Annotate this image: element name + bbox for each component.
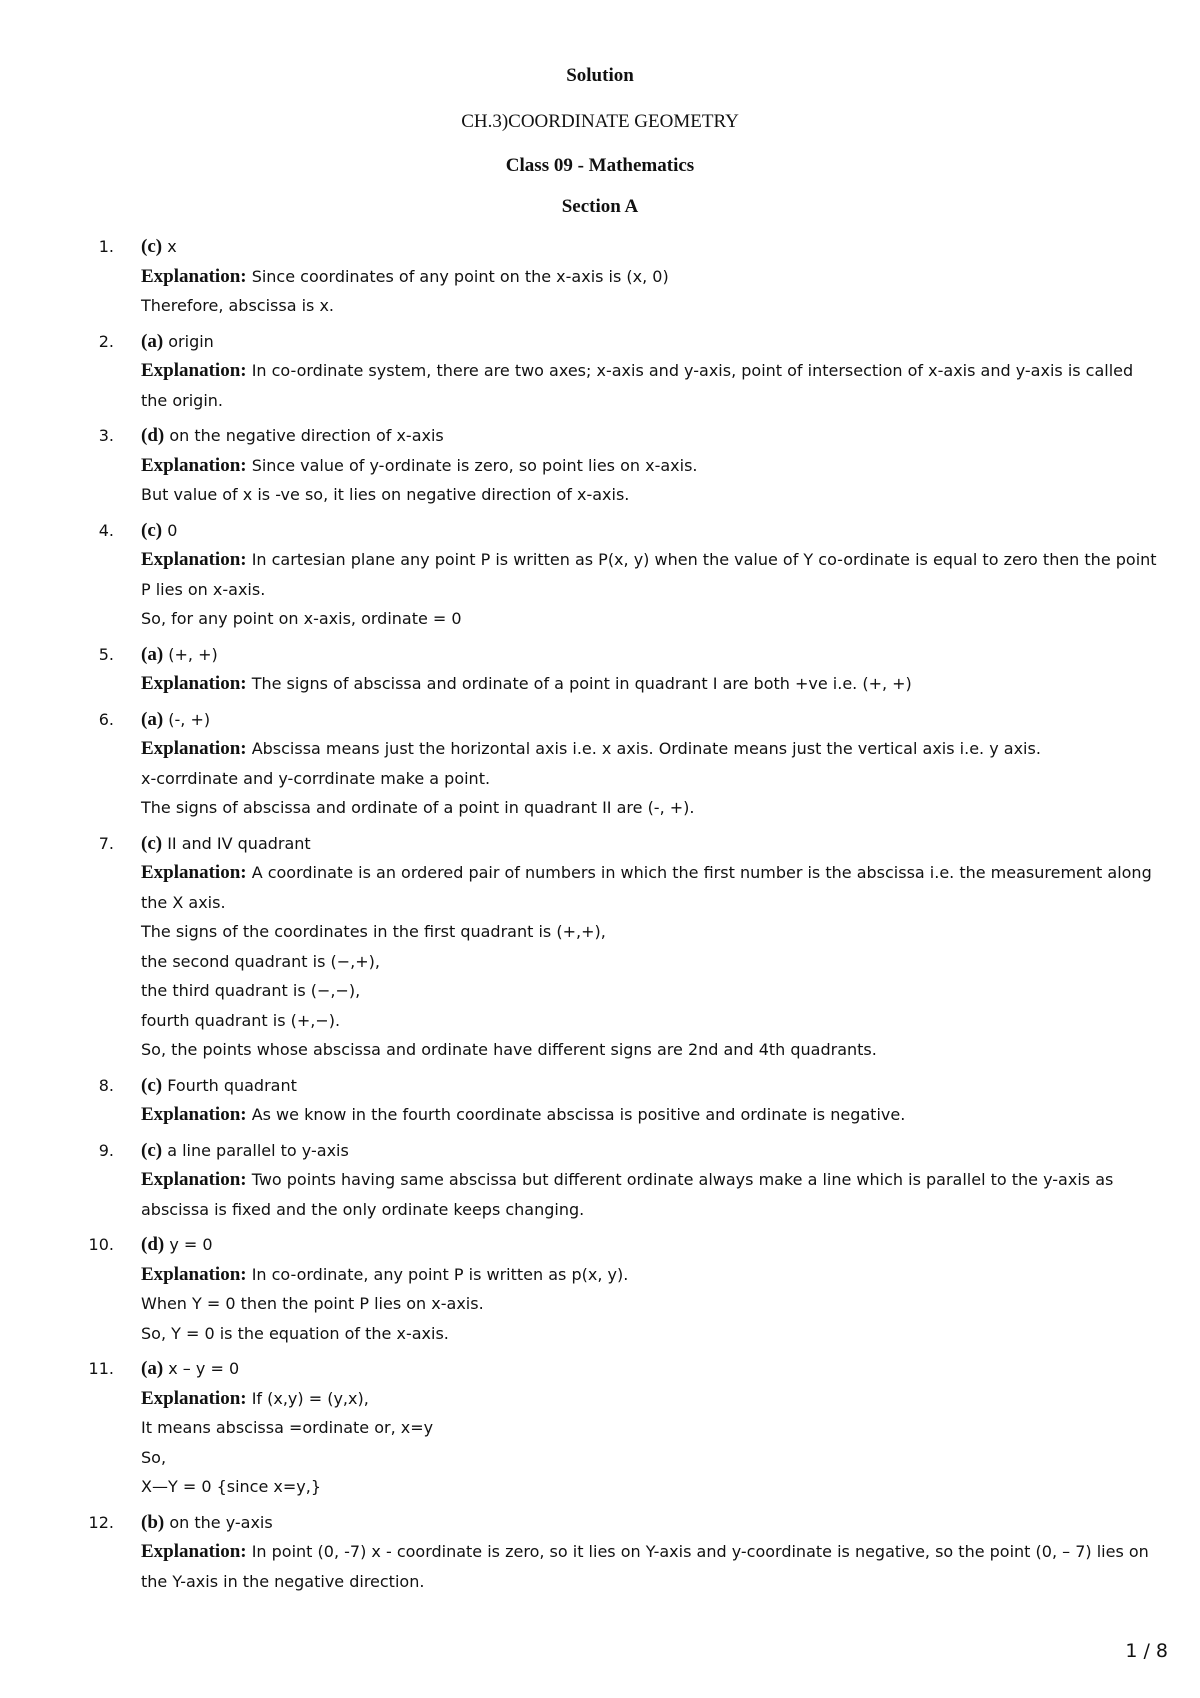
solution-item xyxy=(0,705,1200,823)
answer-text: y = 0 xyxy=(169,1235,213,1254)
explanation-label: Explanation: xyxy=(141,454,247,476)
explanation-text: the origin. xyxy=(141,390,223,410)
explanation-label: Explanation: xyxy=(141,673,247,694)
explanation-line xyxy=(141,604,1141,634)
explanation-text: It means abscissa =ordinate or, x=y xyxy=(141,1418,434,1437)
explanation-line xyxy=(141,1319,1141,1349)
explanation-line xyxy=(141,976,1141,1006)
explanation-label: Explanation: xyxy=(141,265,247,287)
explanation-text: The signs of abscissa and ordinate of a point in quadrant I are both +ve i.e. (+, +) xyxy=(251,674,912,693)
explanation-line xyxy=(141,1384,1141,1414)
answer-line xyxy=(141,421,1141,451)
answer-text: origin xyxy=(168,331,214,351)
explanation-label: Explanation: xyxy=(141,862,247,883)
explanation-line xyxy=(141,480,1141,510)
explanation-line xyxy=(141,888,1141,918)
answer-text: Fourth quadrant xyxy=(167,1075,297,1095)
explanation-line xyxy=(141,1100,1141,1130)
explanation-text: In cartesian plane any point P is written as P(x, y) when the value of Y co-ordinate is equal to zero then the point xyxy=(251,550,1157,569)
solution-item xyxy=(0,421,1200,510)
explanation-line xyxy=(141,1195,1141,1225)
explanation-line xyxy=(141,262,1141,292)
solution-item xyxy=(0,640,1200,699)
explanation-label: Explanation: xyxy=(141,549,247,570)
explanation-line xyxy=(141,669,1141,699)
answer-line xyxy=(141,1230,1141,1260)
answer-option: (c) xyxy=(141,1074,163,1096)
solution-item xyxy=(0,1508,1200,1597)
answer-line xyxy=(141,640,1141,670)
solution-item xyxy=(0,327,1200,416)
answer-text: 0 xyxy=(167,520,178,540)
solution-item xyxy=(0,1230,1200,1348)
explanation-text: the third quadrant is (−,−), xyxy=(141,981,361,1000)
question-number: 1. xyxy=(98,237,114,256)
solution-item xyxy=(0,1071,1200,1130)
question-number: 10. xyxy=(88,1235,114,1254)
explanation-line xyxy=(141,451,1141,481)
solution-body xyxy=(141,1071,1141,1130)
explanation-text: In co-ordinate system, there are two axes; x-axis and y-axis, point of intersection of x-axis and y-axis is called xyxy=(251,361,1134,380)
answer-option: (c) xyxy=(141,519,163,541)
question-number: 7. xyxy=(98,833,114,853)
explanation-line xyxy=(141,1035,1141,1065)
question-number: 5. xyxy=(98,644,114,664)
explanation-text: So, xyxy=(141,1447,167,1467)
solution-body xyxy=(141,1230,1141,1348)
explanation-label: Explanation: xyxy=(141,1263,247,1285)
explanation-line xyxy=(141,1567,1141,1597)
explanation-line xyxy=(141,764,1141,794)
explanation-label: Explanation: xyxy=(141,1169,247,1190)
explanation-text: So, Y = 0 is the equation of the x-axis. xyxy=(141,1323,449,1343)
explanation-line xyxy=(141,1289,1141,1319)
explanation-line xyxy=(141,545,1157,575)
explanation-line xyxy=(141,858,1152,888)
answer-option: (a) xyxy=(141,708,164,730)
solution-item xyxy=(0,1136,1200,1225)
answer-option: (c) xyxy=(141,1139,163,1161)
explanation-line xyxy=(141,291,1141,321)
solution-body xyxy=(141,1508,1149,1597)
chapter-title: CH.3)COORDINATE GEOMETRY xyxy=(461,111,739,132)
question-number: 12. xyxy=(88,1512,114,1532)
explanation-line xyxy=(141,1260,1141,1290)
explanation-line xyxy=(141,1165,1141,1195)
answer-line xyxy=(141,232,1141,262)
answer-option: (a) xyxy=(141,643,164,665)
explanation-label: Explanation: xyxy=(141,1541,247,1562)
answer-option: (a) xyxy=(141,330,164,352)
explanation-label: Explanation: xyxy=(141,1387,247,1409)
solution-body xyxy=(141,640,1141,699)
explanation-line xyxy=(141,1443,1141,1473)
explanation-line xyxy=(141,1472,1141,1502)
explanation-label: Explanation: xyxy=(141,360,247,381)
explanation-text: the X axis. xyxy=(141,892,226,912)
answer-option: (b) xyxy=(141,1511,165,1533)
explanation-text: fourth quadrant is (+,−). xyxy=(141,1010,341,1030)
answer-text: x – y = 0 xyxy=(168,1359,240,1378)
question-number: 3. xyxy=(98,426,114,445)
explanation-line xyxy=(141,356,1141,386)
answer-text: x xyxy=(167,237,177,256)
explanation-line xyxy=(141,917,1141,947)
solution-body xyxy=(141,232,1141,321)
page-number: 1 / 8 xyxy=(1125,1640,1168,1662)
answer-line xyxy=(141,829,1141,859)
solution-body xyxy=(141,1136,1141,1225)
answer-option: (c) xyxy=(141,832,163,854)
solution-body xyxy=(141,421,1141,510)
explanation-text: Abscissa means just the horizontal axis i.e. x axis. Ordinate means just the vertical axis i.e. y axis. xyxy=(251,739,1041,758)
explanation-line xyxy=(141,1006,1141,1036)
explanation-text: So, for any point on x-axis, ordinate = 0 xyxy=(141,609,462,628)
explanation-line xyxy=(141,1537,1149,1567)
solutions-list xyxy=(0,232,1200,1602)
answer-line xyxy=(141,705,1141,735)
solution-body xyxy=(141,327,1141,416)
document-title: Solution xyxy=(566,65,634,86)
solution-body xyxy=(141,829,1152,1065)
explanation-text: X—Y = 0 {since x=y,} xyxy=(141,1477,322,1496)
explanation-text: P lies on x-axis. xyxy=(141,579,266,599)
answer-text: on the negative direction of x-axis xyxy=(169,426,444,445)
explanation-text: The signs of abscissa and ordinate of a point in quadrant II are (-, +). xyxy=(141,798,695,817)
solution-body xyxy=(141,705,1141,823)
explanation-text: When Y = 0 then the point P lies on x-axis. xyxy=(141,1294,484,1313)
answer-text: (+, +) xyxy=(168,644,218,664)
explanation-line xyxy=(141,386,1141,416)
answer-text: (-, +) xyxy=(168,709,211,729)
explanation-text: the Y-axis in the negative direction. xyxy=(141,1571,425,1591)
answer-option: (d) xyxy=(141,1234,165,1255)
solution-item xyxy=(0,516,1200,634)
explanation-text: abscissa is fixed and the only ordinate keeps changing. xyxy=(141,1199,585,1219)
explanation-text: A coordinate is an ordered pair of numbers in which the first number is the abscissa i.e. the measurement along xyxy=(251,863,1152,882)
explanation-text: So, the points whose abscissa and ordinate have different signs are 2nd and 4th quadrants. xyxy=(141,1040,877,1059)
explanation-label: Explanation: xyxy=(141,738,247,759)
answer-text: on the y-axis xyxy=(169,1512,273,1532)
question-number: 4. xyxy=(98,520,114,540)
explanation-text: In point (0, -7) x - coordinate is zero, so it lies on Y-axis and y-coordinate is negative, so the point (0, – 7) lies on xyxy=(251,1542,1149,1561)
explanation-line xyxy=(141,575,1141,605)
explanation-label: Explanation: xyxy=(141,1104,247,1125)
answer-line xyxy=(141,1508,1141,1538)
question-number: 2. xyxy=(98,331,114,351)
explanation-text: The signs of the coordinates in the first quadrant is (+,+), xyxy=(141,922,606,941)
explanation-text: As we know in the fourth coordinate abscissa is positive and ordinate is negative. xyxy=(251,1105,906,1124)
explanation-line xyxy=(141,734,1141,764)
explanation-line xyxy=(141,947,1141,977)
explanation-text: If (x,y) = (y,x), xyxy=(251,1388,369,1408)
explanation-text: x-corrdinate and y-corrdinate make a point. xyxy=(141,768,491,788)
explanation-text: But value of x is -ve so, it lies on negative direction of x-axis. xyxy=(141,485,630,504)
solution-item xyxy=(0,1354,1200,1502)
explanation-text: the second quadrant is (−,+), xyxy=(141,951,380,971)
explanation-text: Since value of y-ordinate is zero, so point lies on x-axis. xyxy=(251,455,698,475)
explanation-line xyxy=(141,793,1141,823)
question-number: 6. xyxy=(98,709,114,729)
question-number: 9. xyxy=(98,1140,114,1160)
answer-option: (d) xyxy=(141,425,165,446)
question-number: 11. xyxy=(88,1359,114,1378)
answer-option: (c) xyxy=(141,236,163,257)
explanation-text: Therefore, abscissa is x. xyxy=(141,296,335,315)
explanation-text: In co-ordinate, any point P is written as p(x, y). xyxy=(251,1264,629,1284)
explanation-text: Two points having same abscissa but different ordinate always make a line which is parallel to the y-axis as xyxy=(251,1170,1114,1189)
answer-line xyxy=(141,327,1141,357)
solution-item xyxy=(0,232,1200,321)
solution-body xyxy=(141,1354,1141,1502)
question-number: 8. xyxy=(98,1075,114,1095)
answer-line xyxy=(141,1136,1141,1166)
explanation-line xyxy=(141,1413,1141,1443)
class-subject: Class 09 - Mathematics xyxy=(505,155,695,176)
solution-item xyxy=(0,829,1200,1065)
answer-line xyxy=(141,1071,1141,1101)
explanation-text: Since coordinates of any point on the x-axis is (x, 0) xyxy=(251,266,669,286)
answer-text: a line parallel to y-axis xyxy=(167,1140,349,1160)
answer-line xyxy=(141,1354,1141,1384)
answer-text: II and IV quadrant xyxy=(167,833,311,853)
answer-option: (a) xyxy=(141,1358,164,1379)
answer-line xyxy=(141,516,1141,546)
section-heading: Section A xyxy=(561,196,639,217)
solution-body xyxy=(141,516,1157,634)
